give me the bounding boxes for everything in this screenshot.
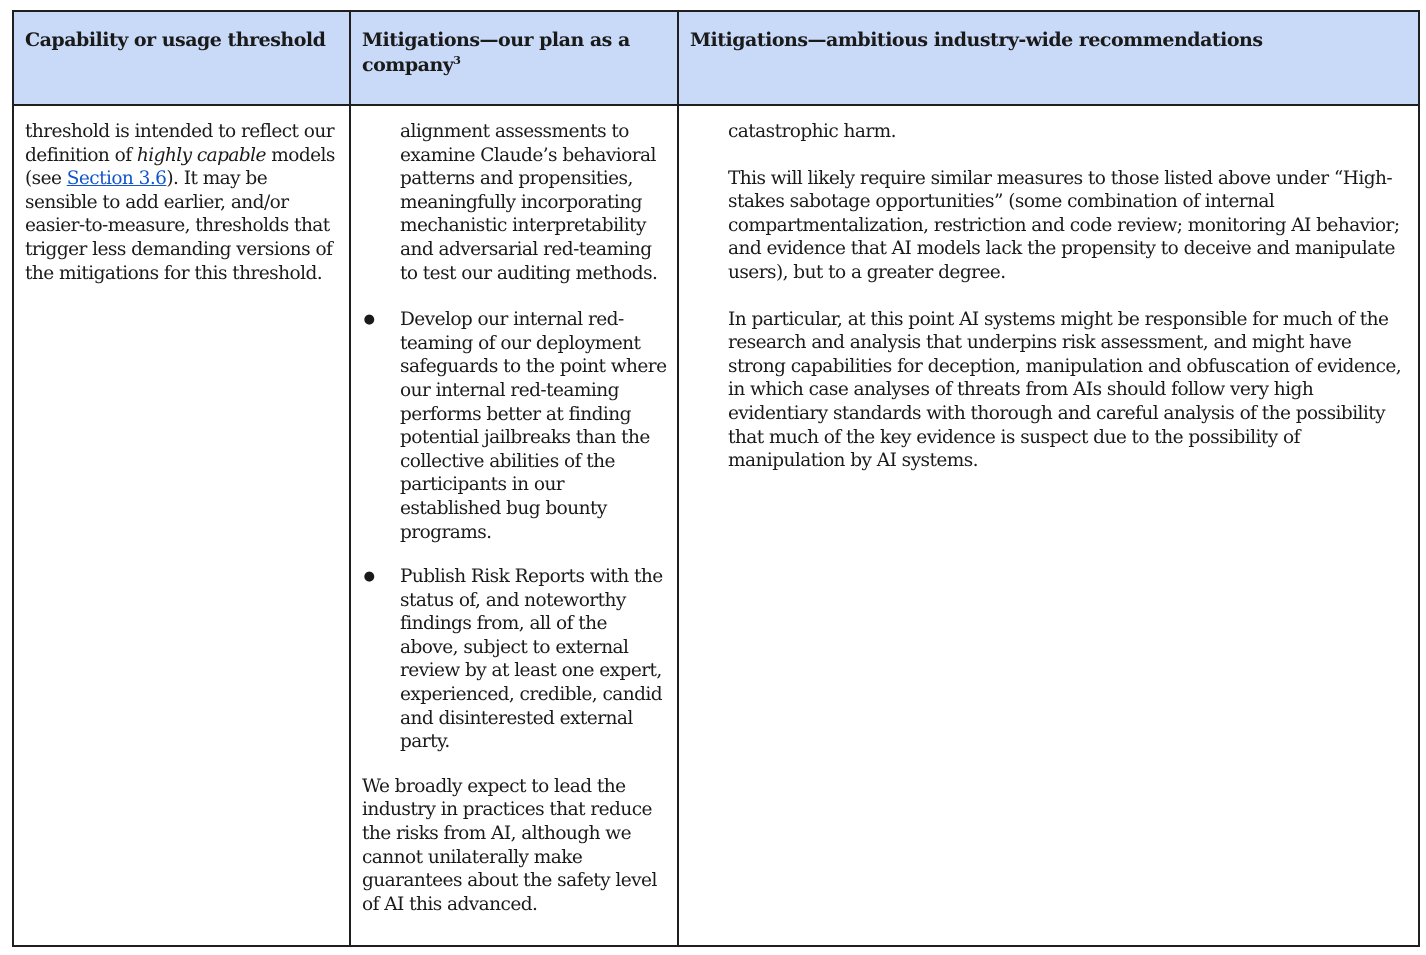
recommendation-paragraph: This will likely require similar measures to those listed above under “High-stakes sabotage opportunities” (some combination of internal compartmentalization, restriction and code review; monitoring AI behavior; and evidence that AI models lack the propensity to deceive and manipulate users), but to a greater degree. (728, 167, 1400, 283)
list-item: ● Publish Risk Reports with the status of, and noteworthy findings from, all of the above, subject to external review by at least one expert, experienced, credible, candid and disinterested external party. (363, 566, 663, 753)
header-company-plan: Mitigations—our plan as a company$^3$ (350, 11, 678, 105)
cell-company-plan (350, 105, 678, 946)
italic-term: highly capable (136, 144, 266, 166)
mitigations-table (12, 10, 1420, 947)
table-row (13, 105, 1419, 946)
plan-bullet-list (362, 308, 667, 754)
list-item: ● Develop our internal red-teaming of our deployment safeguards to the point where our internal red-teaming performs better at finding potential jailbreaks than the collective abilities of the participants in our established bug bounty programs. (363, 309, 667, 543)
recommendation-paragraph: In particular, at this point AI systems might be responsible for much of the research and analysis that underpins risk assessment, and might have strong capabilities for deception, manipulation and obfuscation of evidence, in which case analyses of threats from AIs should follow very high evidentiary standards with thorough and careful analysis of the possibility that much of the key evidence is suspect due to the possibility of manipulation by AI systems. (728, 308, 1402, 472)
section-link[interactable]: Section 3.6 (66, 168, 167, 190)
bullet-icon: ● (363, 312, 375, 328)
recommendation-paragraph: catastrophic harm. (728, 121, 896, 142)
cell-threshold-description (13, 105, 350, 946)
header-capability-threshold: Capability or usage threshold (13, 11, 350, 105)
threshold-paragraph: threshold is intended to reflect our definition of highly capable models (see Section 3.6). It may be sensible to add earlier, and/or easier-to-measure, thresholds that trigger less demanding versions of the mitigations for this threshold. (25, 121, 335, 284)
cell-industry-recommendations (678, 105, 1419, 946)
header-industry-recommendations: Mitigations—ambitious industry-wide recommendations (678, 11, 1419, 105)
closing-paragraph: We broadly expect to lead the industry in practices that reduce the risks from AI, although we cannot unilaterally make guarantees about the safety level of AI this advanced. (362, 775, 657, 915)
bullet-icon: ● (363, 569, 375, 585)
footnote-marker[interactable]: 3 (453, 54, 461, 67)
continued-bullet-text: alignment assessments to examine Claude’s behavioral patterns and propensities, meaningfully incorporating mechanistic interpretability and adversarial red-teaming to test our auditing methods. (400, 121, 658, 284)
table-header-row (13, 11, 1419, 105)
